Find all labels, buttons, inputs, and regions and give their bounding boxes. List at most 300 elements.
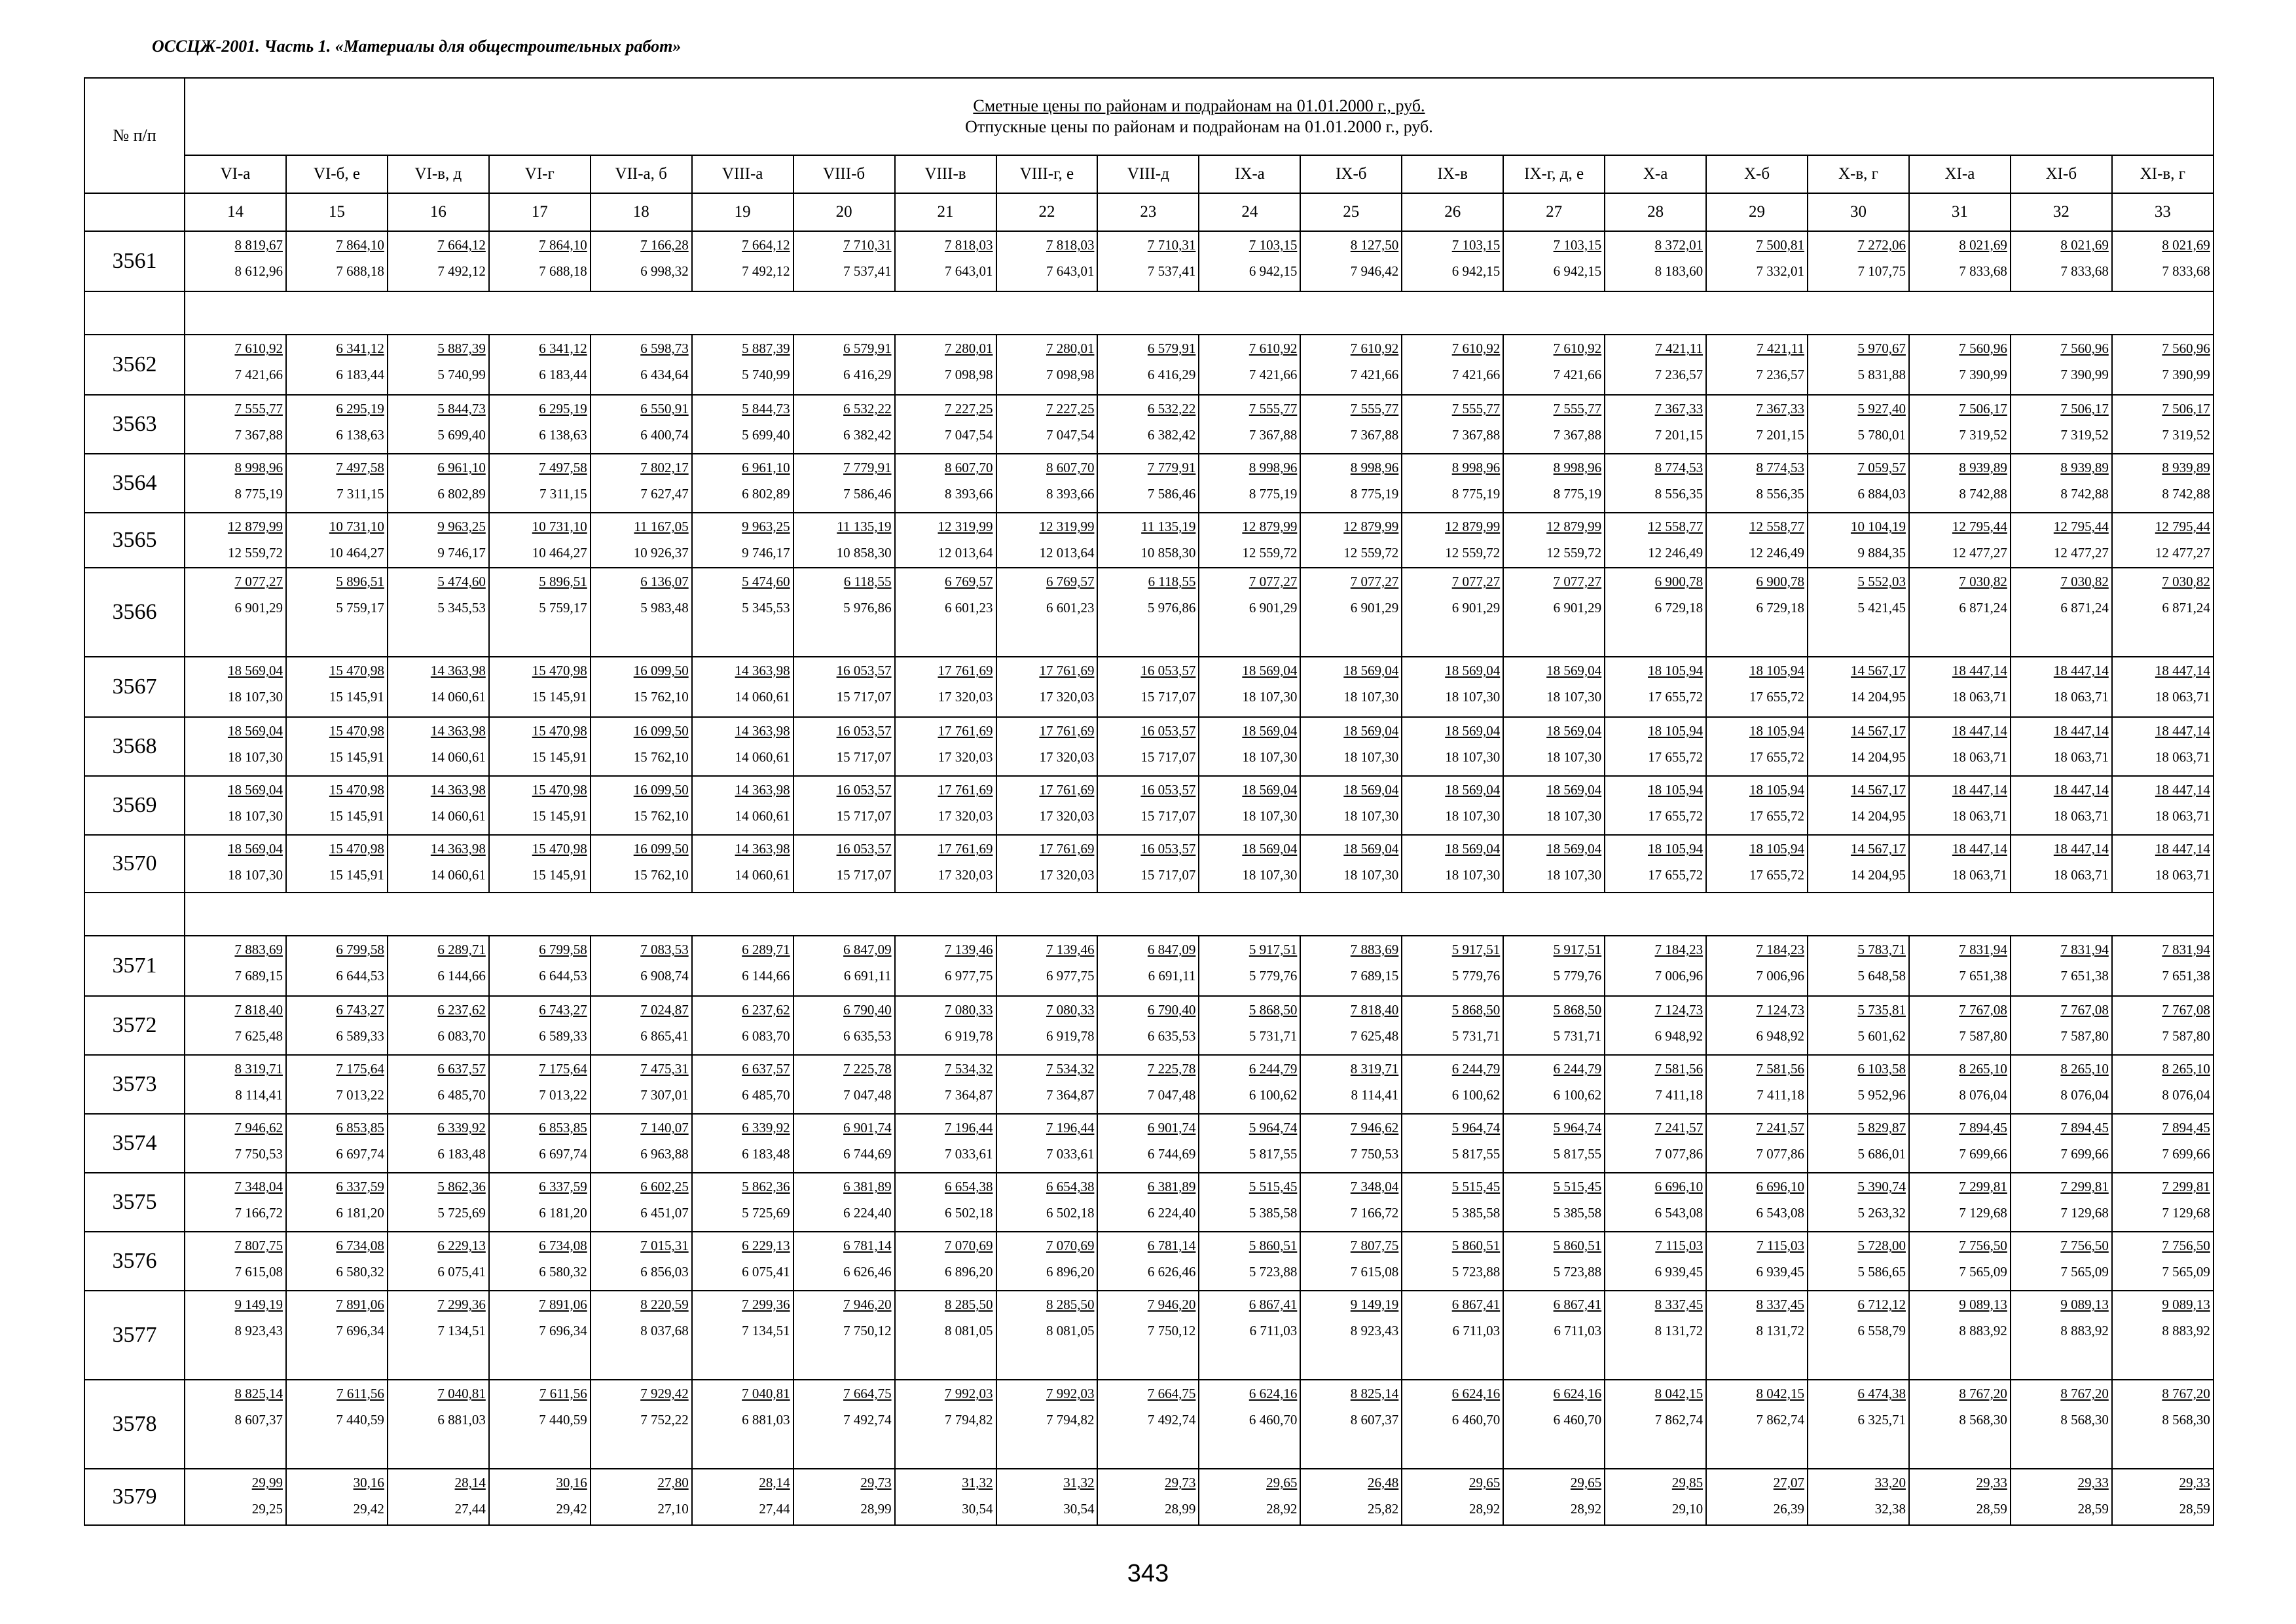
estimated-price: 6 799,58 <box>336 942 384 957</box>
selling-price: 28,59 <box>2077 1501 2109 1517</box>
price-cell <box>388 454 489 513</box>
estimated-price: 7 610,92 <box>1451 341 1501 356</box>
estimated-price: 7 767,08 <box>1959 1002 2007 1018</box>
price-cell <box>1706 1173 1808 1232</box>
selling-price: 8 607,37 <box>234 1412 283 1428</box>
selling-price: 28,92 <box>1468 1501 1501 1517</box>
selling-price: 8 037,68 <box>640 1323 689 1338</box>
estimated-price: 16 053,57 <box>1140 782 1196 798</box>
price-cell <box>1199 1232 1300 1291</box>
estimated-price: 5 862,36 <box>437 1179 486 1194</box>
estimated-price: 6 961,10 <box>437 460 486 475</box>
estimated-price: 8 021,69 <box>1959 237 2007 253</box>
selling-price: 6 697,74 <box>539 1146 587 1162</box>
selling-price: 29,42 <box>353 1501 384 1517</box>
estimated-price: 6 696,10 <box>1756 1179 1804 1194</box>
row-number: 3571 <box>84 936 185 996</box>
price-cell <box>286 1232 388 1291</box>
estimated-price: 16 099,50 <box>633 723 689 739</box>
selling-price: 6 711,03 <box>1452 1323 1501 1338</box>
selling-price: 28,99 <box>1165 1501 1196 1517</box>
selling-price: 8 883,92 <box>2162 1323 2210 1338</box>
price-cell <box>1097 1055 1199 1114</box>
price-cell <box>895 835 996 893</box>
selling-price: 6 382,42 <box>1147 427 1196 443</box>
selling-price: 6 697,74 <box>336 1146 384 1162</box>
selling-price: 6 543,08 <box>1756 1205 1804 1221</box>
region-header: XI-а <box>1909 155 2011 193</box>
estimated-price: 5 927,40 <box>1857 401 1906 416</box>
price-cell <box>1300 996 1402 1055</box>
estimated-price: 16 099,50 <box>633 782 689 798</box>
selling-price: 8 612,96 <box>234 263 283 279</box>
selling-price: 25,82 <box>1368 1501 1399 1517</box>
price-cell <box>1605 335 1706 395</box>
estimated-price: 18 447,14 <box>2053 782 2109 798</box>
selling-price: 6 083,70 <box>437 1028 486 1044</box>
price-cell <box>489 454 591 513</box>
table-row <box>84 513 2214 568</box>
estimated-price: 6 790,40 <box>843 1002 892 1018</box>
estimated-price: 6 337,59 <box>336 1179 384 1194</box>
selling-price: 15 762,10 <box>633 808 689 824</box>
selling-price: 18 107,30 <box>227 749 283 765</box>
selling-price: 17 320,03 <box>1039 867 1095 883</box>
selling-price: 7 862,74 <box>1756 1412 1804 1428</box>
price-cell <box>895 1380 996 1469</box>
estimated-price: 7 560,96 <box>2060 341 2109 356</box>
estimated-price: 5 970,67 <box>1857 341 1906 356</box>
separator-cell <box>84 291 185 335</box>
price-cell <box>793 1291 895 1380</box>
region-header: VIII-а <box>692 155 793 193</box>
estimated-price: 7 894,45 <box>2060 1120 2109 1135</box>
selling-price: 7 651,38 <box>2060 968 2109 984</box>
selling-price: 17 320,03 <box>1039 749 1095 765</box>
estimated-price: 18 447,14 <box>2053 663 2109 678</box>
selling-price: 7 946,42 <box>1350 263 1399 279</box>
estimated-price: 14 363,98 <box>430 723 486 739</box>
selling-price: 6 881,03 <box>437 1412 486 1428</box>
price-cell <box>591 1469 692 1525</box>
row-number: 3564 <box>84 454 185 513</box>
estimated-price: 7 475,31 <box>640 1061 689 1077</box>
selling-price: 7 689,15 <box>1350 968 1399 984</box>
estimated-price: 7 139,46 <box>945 942 993 957</box>
estimated-price: 6 847,09 <box>843 942 892 957</box>
selling-price: 6 580,32 <box>336 1264 384 1280</box>
selling-price: 8 775,19 <box>1248 486 1298 502</box>
selling-price: 5 723,88 <box>1553 1264 1602 1280</box>
selling-price: 6 460,70 <box>1451 1412 1501 1428</box>
selling-price: 17 655,72 <box>1648 749 1704 765</box>
price-cell <box>1402 1380 1503 1469</box>
price-cell <box>286 1055 388 1114</box>
estimated-price: 7 581,56 <box>1654 1061 1704 1077</box>
selling-price: 8 923,43 <box>234 1323 283 1338</box>
price-cell <box>1909 335 2011 395</box>
estimated-price: 8 998,96 <box>234 460 283 475</box>
selling-price: 5 952,96 <box>1857 1087 1906 1103</box>
estimated-price: 8 998,96 <box>1248 460 1298 475</box>
column-number: 31 <box>1909 193 2011 231</box>
column-number: 17 <box>489 193 591 231</box>
estimated-price: 7 280,01 <box>1046 341 1095 356</box>
selling-price: 9 884,35 <box>1857 545 1906 561</box>
estimated-price: 7 883,69 <box>1350 942 1399 957</box>
estimated-price: 7 080,33 <box>1046 1002 1095 1018</box>
selling-price: 7 013,22 <box>336 1087 384 1103</box>
price-cell <box>793 717 895 776</box>
estimated-price: 7 581,56 <box>1756 1061 1804 1077</box>
price-cell <box>1503 1291 1605 1380</box>
price-cell <box>1909 996 2011 1055</box>
estimated-price: 7 929,42 <box>640 1386 689 1401</box>
selling-price: 7 615,08 <box>1350 1264 1399 1280</box>
price-cell <box>692 1291 793 1380</box>
price-cell <box>1605 231 1706 291</box>
estimated-price: 6 734,08 <box>336 1238 384 1253</box>
estimated-price: 6 769,57 <box>945 574 993 589</box>
price-cell <box>489 1380 591 1469</box>
region-header: VIII-б <box>793 155 895 193</box>
price-cell <box>1909 776 2011 835</box>
column-number: 22 <box>996 193 1098 231</box>
price-cell <box>1706 513 1808 568</box>
price-cell <box>1503 395 1605 454</box>
selling-price: 6 183,44 <box>336 367 384 382</box>
selling-price: 28,59 <box>2179 1501 2210 1517</box>
selling-price: 7 367,88 <box>1451 427 1501 443</box>
price-cell <box>489 776 591 835</box>
estimated-price: 7 175,64 <box>336 1061 384 1077</box>
estimated-price: 7 506,17 <box>2060 401 2109 416</box>
selling-price: 7 390,99 <box>1959 367 2007 382</box>
selling-price: 7 332,01 <box>1756 263 1804 279</box>
estimated-price: 8 021,69 <box>2060 237 2109 253</box>
estimated-price: 8 319,71 <box>234 1061 283 1077</box>
estimated-price: 8 372,01 <box>1654 237 1704 253</box>
price-cell <box>286 776 388 835</box>
estimated-price: 18 105,94 <box>1648 723 1704 739</box>
price-cell <box>1199 1291 1300 1380</box>
price-cell <box>1097 657 1199 717</box>
estimated-price: 7 139,46 <box>1046 942 1095 957</box>
selling-price: 18 063,71 <box>1952 808 2007 824</box>
price-cell <box>1300 1469 1402 1525</box>
region-header: VI-б, е <box>286 155 388 193</box>
estimated-price: 7 611,56 <box>337 1386 384 1401</box>
estimated-price: 18 447,14 <box>1952 663 2007 678</box>
selling-price: 6 635,53 <box>843 1028 892 1044</box>
price-cell <box>1503 657 1605 717</box>
selling-price: 14 060,61 <box>735 867 790 883</box>
price-cell <box>1808 936 1909 996</box>
estimated-price: 14 363,98 <box>735 782 790 798</box>
separator-cell <box>185 291 2214 335</box>
selling-price: 28,59 <box>1976 1501 2007 1517</box>
selling-price: 7 627,47 <box>640 486 689 502</box>
selling-price: 15 717,07 <box>836 689 892 705</box>
table-row <box>84 657 2214 717</box>
price-cell <box>2011 1291 2112 1380</box>
estimated-price: 18 569,04 <box>1343 723 1399 739</box>
price-cell <box>388 1055 489 1114</box>
price-cell <box>793 335 895 395</box>
selling-price: 7 166,72 <box>234 1205 283 1221</box>
estimated-price: 7 497,58 <box>336 460 384 475</box>
estimated-price: 7 756,50 <box>1959 1238 2007 1253</box>
price-cell <box>591 996 692 1055</box>
selling-prices-title: Отпускные цены по районам и подрайонам на 01.01.2000 г., руб. <box>965 117 1433 136</box>
price-cell <box>2011 1380 2112 1469</box>
price-cell <box>1300 1173 1402 1232</box>
estimated-price: 7 040,81 <box>742 1386 790 1401</box>
selling-price: 5 731,71 <box>1553 1028 1602 1044</box>
selling-price: 5 686,01 <box>1857 1146 1906 1162</box>
estimated-price: 8 939,89 <box>1959 460 2007 475</box>
estimated-price: 7 059,57 <box>1857 460 1906 475</box>
price-cell <box>692 717 793 776</box>
selling-price: 15 717,07 <box>1140 808 1196 824</box>
estimated-price: 6 474,38 <box>1857 1386 1906 1401</box>
estimated-price: 5 896,51 <box>539 574 587 589</box>
price-cell <box>489 231 591 291</box>
selling-price: 6 939,45 <box>1654 1264 1704 1280</box>
estimated-price: 18 569,04 <box>227 841 283 857</box>
estimated-price: 18 569,04 <box>1343 841 1399 857</box>
estimated-price: 6 532,22 <box>1147 401 1196 416</box>
estimated-price: 7 196,44 <box>1046 1120 1095 1135</box>
estimated-price: 7 767,08 <box>2060 1002 2109 1018</box>
selling-price: 18 063,71 <box>2155 808 2210 824</box>
selling-price: 12 246,49 <box>1749 545 1804 561</box>
selling-price: 28,92 <box>1570 1501 1602 1517</box>
estimated-price: 7 802,17 <box>640 460 689 475</box>
price-cell <box>996 657 1098 717</box>
estimated-price: 7 196,44 <box>945 1120 993 1135</box>
estimated-price: 7 140,07 <box>640 1120 689 1135</box>
selling-price: 15 717,07 <box>1140 867 1196 883</box>
price-cell <box>793 1173 895 1232</box>
price-cell <box>2112 996 2214 1055</box>
estimated-price: 29,33 <box>1976 1475 2007 1490</box>
estimated-price: 10 731,10 <box>532 519 587 534</box>
price-cell <box>1605 1232 1706 1291</box>
price-cell <box>2112 835 2214 893</box>
selling-price: 12 559,72 <box>1546 545 1602 561</box>
price-cell <box>1909 1114 2011 1173</box>
selling-price: 17 655,72 <box>1749 749 1804 765</box>
selling-price: 6 691,11 <box>1148 968 1196 984</box>
estimated-price: 18 569,04 <box>1242 663 1298 678</box>
estimated-price: 15 470,98 <box>329 782 384 798</box>
price-cell <box>2112 1291 2214 1380</box>
selling-price: 7 421,66 <box>1350 367 1399 382</box>
estimated-price: 7 864,10 <box>336 237 384 253</box>
estimated-price: 7 227,25 <box>1046 401 1095 416</box>
estimated-price: 17 761,69 <box>938 663 993 678</box>
estimated-price: 18 569,04 <box>1546 782 1602 798</box>
price-cell <box>1605 776 1706 835</box>
region-header: VII-а, б <box>591 155 692 193</box>
estimated-price: 5 917,51 <box>1451 942 1501 957</box>
column-number-row <box>84 193 2214 231</box>
region-header: X-б <box>1706 155 1808 193</box>
selling-price: 7 699,66 <box>2060 1146 2109 1162</box>
estimated-price: 6 867,41 <box>1451 1297 1501 1312</box>
price-cell <box>1199 1114 1300 1173</box>
selling-price: 7 688,18 <box>539 263 587 279</box>
estimated-price: 7 348,04 <box>234 1179 283 1194</box>
selling-price: 5 780,01 <box>1857 427 1906 443</box>
price-cell <box>1909 1291 2011 1380</box>
estimated-price: 27,80 <box>657 1475 689 1490</box>
price-cell <box>1097 568 1199 657</box>
price-cell <box>2112 231 2214 291</box>
selling-price: 5 817,55 <box>1553 1146 1602 1162</box>
estimated-price: 8 767,20 <box>2162 1386 2210 1401</box>
price-cell <box>489 835 591 893</box>
row-number: 3573 <box>84 1055 185 1114</box>
price-cell <box>1605 568 1706 657</box>
price-cell <box>1300 657 1402 717</box>
selling-price: 18 063,71 <box>2155 689 2210 705</box>
price-cell <box>1706 996 1808 1055</box>
price-cell <box>1300 835 1402 893</box>
estimated-price: 12 795,44 <box>2155 519 2210 534</box>
selling-price: 6 485,70 <box>742 1087 790 1103</box>
estimated-price: 8 220,59 <box>640 1297 689 1312</box>
price-cell <box>591 1380 692 1469</box>
price-cell <box>1402 231 1503 291</box>
estimated-price: 8 285,50 <box>1046 1297 1095 1312</box>
selling-price: 8 775,19 <box>1553 486 1602 502</box>
estimated-price: 18 105,94 <box>1749 663 1804 678</box>
selling-price: 8 114,41 <box>1351 1087 1399 1103</box>
price-cell <box>1706 835 1808 893</box>
estimated-price: 15 470,98 <box>532 723 587 739</box>
estimated-price: 7 070,69 <box>1046 1238 1095 1253</box>
price-cell <box>1300 568 1402 657</box>
column-number: 32 <box>2011 193 2112 231</box>
price-cell <box>1300 936 1402 996</box>
selling-price: 7 421,66 <box>1451 367 1501 382</box>
estimated-price: 8 337,45 <box>1654 1297 1704 1312</box>
selling-price: 32,38 <box>1874 1501 1906 1517</box>
selling-price: 7 411,18 <box>1757 1087 1804 1103</box>
price-cell <box>1199 454 1300 513</box>
selling-price: 18 107,30 <box>1546 749 1602 765</box>
price-cell <box>1808 1055 1909 1114</box>
price-cell <box>895 717 996 776</box>
estimated-price: 5 868,50 <box>1248 1002 1298 1018</box>
selling-price: 18 063,71 <box>2053 867 2109 883</box>
estimated-price: 18 569,04 <box>1343 663 1399 678</box>
selling-price: 5 725,69 <box>742 1205 790 1221</box>
price-cell <box>1909 1232 2011 1291</box>
price-cell <box>2011 1055 2112 1114</box>
selling-price: 8 183,60 <box>1654 263 1704 279</box>
selling-price: 18 107,30 <box>1546 689 1602 705</box>
estimated-price: 7 299,81 <box>2060 1179 2109 1194</box>
estimated-price: 16 053,57 <box>836 841 892 857</box>
price-cell <box>1503 996 1605 1055</box>
estimated-price: 8 021,69 <box>2162 237 2210 253</box>
selling-price: 6 802,89 <box>742 486 790 502</box>
estimated-price: 6 790,40 <box>1147 1002 1196 1018</box>
price-cell <box>1808 1380 1909 1469</box>
price-cell <box>996 1380 1098 1469</box>
selling-price: 8 775,19 <box>1350 486 1399 502</box>
selling-price: 7 440,59 <box>336 1412 384 1428</box>
estimated-price: 6 237,62 <box>437 1002 486 1018</box>
estimated-price: 15 470,98 <box>329 723 384 739</box>
estimated-price: 15 470,98 <box>532 663 587 678</box>
price-cell <box>286 1380 388 1469</box>
estimated-price: 12 879,99 <box>1242 519 1298 534</box>
selling-price: 18 107,30 <box>1242 867 1298 883</box>
selling-price: 15 717,07 <box>836 808 892 824</box>
estimated-price: 18 447,14 <box>2155 723 2210 739</box>
selling-price: 6 451,07 <box>640 1205 689 1221</box>
price-cell <box>1199 996 1300 1055</box>
estimated-price: 7 555,77 <box>1350 401 1399 416</box>
estimated-price: 7 077,27 <box>1248 574 1298 589</box>
price-cell <box>388 717 489 776</box>
estimated-price: 8 774,53 <box>1654 460 1704 475</box>
estimated-price: 29,73 <box>1165 1475 1196 1490</box>
price-cell <box>591 1055 692 1114</box>
selling-price: 10 926,37 <box>633 545 689 561</box>
selling-price: 17 320,03 <box>938 689 993 705</box>
estimated-price: 12 879,99 <box>1546 519 1602 534</box>
selling-price: 15 145,91 <box>532 749 587 765</box>
estimated-price: 7 555,77 <box>1553 401 1602 416</box>
price-cell <box>1605 1114 1706 1173</box>
column-number: 14 <box>185 193 286 231</box>
price-cell <box>1097 1469 1199 1525</box>
selling-price: 7 750,53 <box>234 1146 283 1162</box>
estimated-price: 6 901,74 <box>843 1120 892 1135</box>
price-cell <box>185 568 286 657</box>
price-cell <box>185 1055 286 1114</box>
selling-price: 7 047,54 <box>1046 427 1095 443</box>
price-cell <box>489 335 591 395</box>
selling-price: 8 081,05 <box>945 1323 993 1338</box>
estimated-price: 12 319,99 <box>1039 519 1095 534</box>
estimated-price: 7 184,23 <box>1756 942 1804 957</box>
price-cell <box>1503 231 1605 291</box>
selling-price: 6 138,63 <box>539 427 587 443</box>
price-cell <box>185 1173 286 1232</box>
selling-price: 6 901,29 <box>234 600 283 616</box>
estimated-price: 17 761,69 <box>1039 841 1095 857</box>
price-cell <box>1605 1469 1706 1525</box>
estimated-price: 6 244,79 <box>1248 1061 1298 1077</box>
price-cell <box>692 1173 793 1232</box>
estimated-price: 11 135,19 <box>837 519 892 534</box>
selling-price: 7 367,88 <box>1553 427 1602 443</box>
estimated-price: 12 558,77 <box>1749 519 1804 534</box>
price-cell <box>1706 1055 1808 1114</box>
region-header: X-а <box>1605 155 1706 193</box>
column-number: 15 <box>286 193 388 231</box>
estimated-price: 6 637,57 <box>742 1061 790 1077</box>
selling-price: 18 063,71 <box>1952 749 2007 765</box>
selling-price: 7 587,80 <box>1959 1028 2007 1044</box>
estimated-price: 5 515,45 <box>1248 1179 1298 1194</box>
